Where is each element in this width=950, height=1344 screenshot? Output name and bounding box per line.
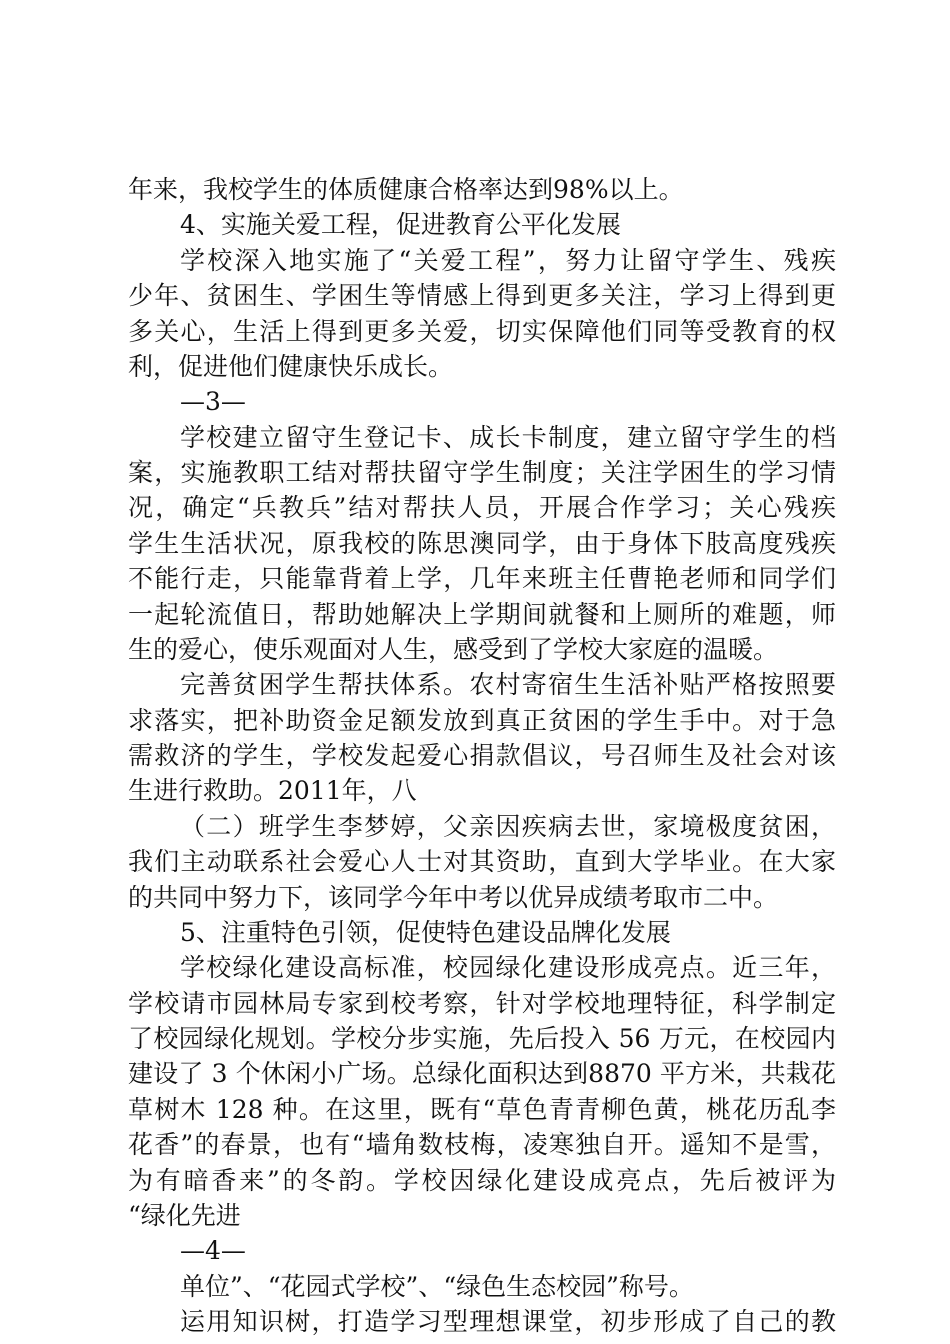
text-line: 花香”的春景，也有“墙角数枝梅，凌寒独自开。遥知不是雪， bbox=[128, 1130, 836, 1159]
text-line: 生进行救助。2011年，八 bbox=[128, 776, 417, 805]
section-heading: 5、注重特色引领，促使特色建设品牌化发展 bbox=[180, 918, 671, 947]
page-number: —4— bbox=[180, 1236, 246, 1265]
text-line: 需救济的学生，学校发起爱心捐款倡议，号召师生及社会对该 bbox=[128, 741, 836, 770]
section-heading: 4、实施关爱工程，促进教育公平化发展 bbox=[180, 210, 621, 239]
text-line: 学校绿化建设高标准，校园绿化建设形成亮点。近三年， bbox=[180, 953, 836, 982]
text-line: 完善贫困学生帮扶体系。农村寄宿生生活补贴严格按照要 bbox=[180, 670, 836, 699]
text-line: 为有暗香来”的冬韵。学校因绿化建设成亮点，先后被评为 bbox=[128, 1166, 836, 1195]
text-line: 我们主动联系社会爱心人士对其资助，直到大学毕业。在大家 bbox=[128, 847, 836, 876]
text-line: 利，促进他们健康快乐成长。 bbox=[128, 352, 454, 381]
text-line: 学校请市园林局专家到校考察，针对学校地理特征，科学制定 bbox=[128, 989, 836, 1018]
text-line: 学生生活状况，原我校的陈思澳同学，由于身体下肢高度残疾 bbox=[128, 529, 836, 558]
text-line: 一起轮流值日，帮助她解决上学期间就餐和上厕所的难题，师 bbox=[128, 600, 836, 629]
text-line: （二）班学生李梦婷，父亲因疾病去世，家境极度贫困， bbox=[180, 812, 836, 841]
text-line: 年来，我校学生的体质健康合格率达到98%以上。 bbox=[128, 175, 684, 204]
text-line: 况，确定“兵教兵”结对帮扶人员，开展合作学习；关心残疾 bbox=[128, 493, 836, 522]
text-line: 案，实施教职工结对帮扶留守学生制度；关注学困生的学习情 bbox=[128, 458, 836, 487]
text-line: 单位”、“花园式学校”、“绿色生态校园”称号。 bbox=[180, 1272, 694, 1301]
text-line: 学校建立留守生登记卡、成长卡制度，建立留守学生的档 bbox=[180, 423, 836, 452]
text-line: 运用知识树，打造学习型理想课堂，初步形成了自己的教 bbox=[180, 1307, 836, 1336]
text-line: “绿化先进 bbox=[128, 1201, 241, 1230]
text-line: 草树木 128 种。在这里，既有“草色青青柳色黄，桃花历乱李 bbox=[128, 1095, 836, 1124]
text-line: 不能行走，只能靠背着上学，几年来班主任曹艳老师和同学们 bbox=[128, 564, 836, 593]
text-line: 建设了 3 个休闲小广场。总绿化面积达到8870 平方米，共栽花 bbox=[128, 1059, 836, 1088]
text-line: 生的爱心，使乐观面对人生，感受到了学校大家庭的温暖。 bbox=[128, 635, 779, 664]
text-line: 求落实，把补助资金足额发放到真正贫困的学生手中。对于急 bbox=[128, 706, 836, 735]
page-number: —3— bbox=[180, 387, 246, 416]
text-line: 多关心，生活上得到更多关爱，切实保障他们同等受教育的权 bbox=[128, 317, 836, 346]
text-line: 的共同中努力下，该同学今年中考以优异成绩考取市二中。 bbox=[128, 883, 779, 912]
text-line: 了校园绿化规划。学校分步实施，先后投入 56 万元，在校园内 bbox=[128, 1024, 836, 1053]
text-line: 少年、贫困生、学困生等情感上得到更多关注，学习上得到更 bbox=[128, 281, 836, 310]
text-line: 学校深入地实施了“关爱工程”，努力让留守学生、残疾 bbox=[180, 246, 836, 275]
